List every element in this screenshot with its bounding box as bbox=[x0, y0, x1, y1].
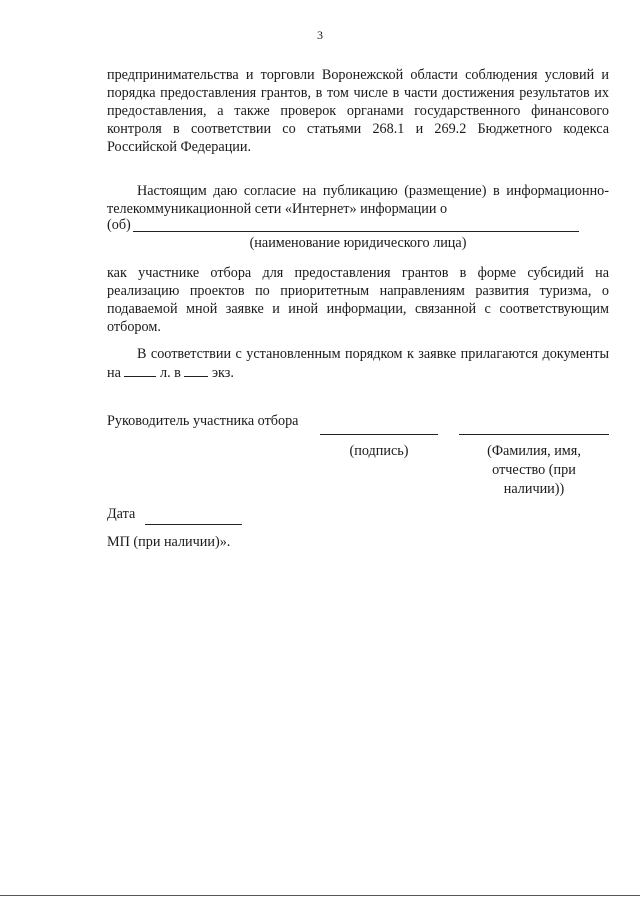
legal-entity-caption: (наименование юридического лица) bbox=[249, 235, 467, 251]
page-number: 3 bbox=[317, 28, 323, 42]
full-name-caption-line-2: отчество (при bbox=[492, 462, 576, 478]
copies-count-blank bbox=[184, 363, 208, 377]
paragraph-conditions: предпринимательства и торговли Воронежской области соблюдения условий и порядка предоставления грантов, в том числе в части достижения результатов их предоставления, а также проверок органами государственного финансового контроля в соответствии со статьями 268.1 и 269.2 Бюджетного кодекса Российской Федерации. bbox=[107, 67, 609, 155]
legal-entity-blank bbox=[133, 231, 579, 232]
signature-line bbox=[320, 434, 438, 435]
date-line bbox=[145, 524, 242, 525]
page-bottom-rule bbox=[0, 895, 640, 896]
sheets-count-blank bbox=[124, 363, 156, 377]
paragraph-participant: как участнике отбора для предоставления грантов в форме субсидий на реализацию проектов по приоритетным направлениям развития туризма, о подаваемой мной заявке и иной информации, связанной с соответствующим отбором. bbox=[107, 265, 609, 335]
signature-caption: (подпись) bbox=[349, 443, 409, 459]
attachments-text: В соответствии с установленным порядком к заявке прилагаются документы на bbox=[107, 346, 609, 381]
stamp-label: МП (при наличии)». bbox=[107, 534, 231, 550]
signature-label: Руководитель участника отбора bbox=[107, 413, 299, 429]
full-name-caption-line-1: (Фамилия, имя, bbox=[487, 443, 581, 459]
full-name-line bbox=[459, 434, 609, 435]
consent-prefix: (об) bbox=[107, 217, 131, 233]
attachments-paragraph bbox=[107, 345, 609, 382]
full-name-caption-line-3: наличии)) bbox=[503, 481, 565, 497]
attachments-copies-unit: экз. bbox=[211, 365, 234, 381]
consent-paragraph: Настоящим даю согласие на публикацию (размещение) в информационно-телекоммуникационной сети «Интернет» информации о bbox=[107, 183, 609, 217]
attachments-sheets-unit: л. в bbox=[159, 365, 181, 381]
legal-entity-fill-line bbox=[107, 216, 609, 234]
date-label: Дата bbox=[107, 506, 136, 522]
